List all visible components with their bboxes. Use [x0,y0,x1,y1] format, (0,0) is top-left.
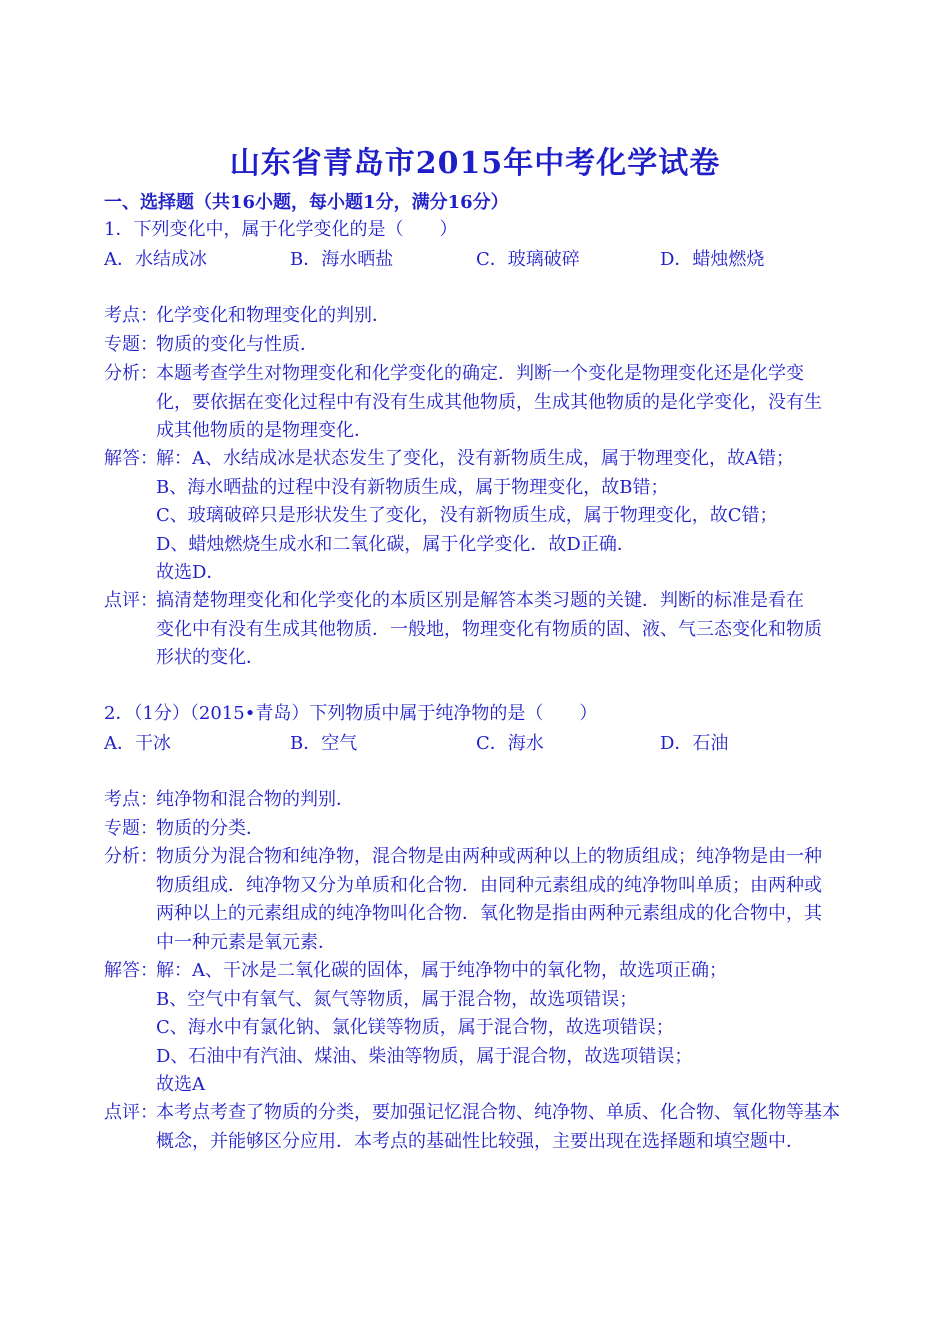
jieda-line: C、海水中有氯化钠、氯化镁等物质，属于混合物，故选项错误； [156,1017,674,1038]
zhuanti-label: 专题： [104,334,158,355]
question-2-option-d: D．石油 [660,733,729,754]
dianping-line: 变化中有没有生成其他物质．一般地，物理变化有物质的固、液、气三态变化和物质 [156,618,822,640]
question-1-dianping [104,587,850,673]
question-2-kaodian [104,786,850,815]
jieda-line: 故选A [156,1074,205,1095]
question-1-jieda [104,445,850,588]
jieda-line: B、海水晒盐的过程中没有新物质生成，属于物理变化，故B错； [156,476,669,498]
jieda-label: 解答： [104,960,158,981]
question-2-zhuanti [104,815,850,844]
question-1-option-d: D．蜡烛燃烧 [660,249,765,270]
kaodian-label: 考点： [104,789,158,810]
jieda-line: B、空气中有氧气、氮气等物质，属于混合物，故选项错误； [156,988,638,1010]
jieda-line: D、蜡烛燃烧生成水和二氧化碳，属于化学变化．故D正确． [156,533,635,555]
dianping-line: 本考点考查了物质的分类，要加强记忆混合物、纯净物、单质、化合物、氧化物等基本 [156,1102,840,1123]
question-2-dianping [104,1099,850,1156]
question-2-option-a: A．干冰 [104,733,171,754]
section-header: 一、选择题（共16小题，每小题1分，满分16分） [104,192,509,213]
jieda-line: 解：A、水结成冰是状态发生了变化，没有新物质生成，属于物理变化，故A错； [156,448,794,469]
question-2-option-c: C．海水 [476,733,544,754]
question-1-option-a: A．水结成冰 [104,249,207,270]
question-2-stem: 2．（1分）（2015•青岛）下列物质中属于纯净物的是（ ） [104,703,598,724]
dianping-line: 概念，并能够区分应用．本考点的基础性比较强，主要出现在选择题和填空题中． [156,1130,804,1152]
fenxi-line: 本题考查学生对物理变化和化学变化的确定．判断一个变化是物理变化还是化学变 [156,363,804,384]
question-1-option-c: C．玻璃破碎 [476,249,580,270]
page-title: 山东省青岛市2015年中考化学试卷 [229,146,721,181]
jieda-line: 解：A、干冰是二氧化碳的固体，属于纯净物中的氧化物，故选项正确； [156,960,727,981]
question-1-fenxi [104,360,850,446]
dianping-line: 搞清楚物理变化和化学变化的本质区别是解答本类习题的关键．判断的标准是看在 [156,590,804,611]
jieda-label: 解答： [104,448,158,469]
fenxi-line: 成其他物质的是物理变化． [156,420,372,441]
fenxi-line: 中一种元素是氧元素． [156,931,336,953]
question-2-fenxi [104,843,850,957]
question-1-zhuanti [104,331,850,360]
dianping-label: 点评： [104,590,158,611]
question-1-stem: 1．下列变化中，属于化学变化的是（ ） [104,219,458,240]
fenxi-line: 化，要依据在变化过程中有没有生成其他物质，生成其他物质的是化学变化，没有生 [156,391,822,413]
question-2-options [104,730,844,758]
question-2-option-b: B．空气 [290,733,358,754]
fenxi-line: 物质分为混合物和纯净物，混合物是由两种或两种以上的物质组成；纯净物是由一种 [156,846,822,867]
question-1-option-b: B．海水晒盐 [290,249,394,270]
dianping-line: 形状的变化． [156,647,264,668]
jieda-line: 故选D． [156,562,225,583]
dianping-label: 点评： [104,1102,158,1123]
kaodian-label: 考点： [104,305,158,326]
fenxi-label: 分析： [104,363,158,384]
fenxi-line: 两种以上的元素组成的纯净物叫化合物．氧化物是指由两种元素组成的化合物中，其 [156,903,822,924]
zhuanti-text: 物质的分类． [156,818,264,839]
jieda-line: C、玻璃破碎只是形状发生了变化，没有新物质生成，属于物理变化，故C错； [156,505,778,526]
jieda-line: D、石油中有汽油、煤油、柴油等物质，属于混合物，故选项错误； [156,1045,693,1067]
zhuanti-text: 物质的变化与性质． [156,334,318,355]
fenxi-line: 物质组成．纯净物又分为单质和化合物．由同种元素组成的纯净物叫单质；由两种或 [156,874,822,896]
kaodian-text: 化学变化和物理变化的判别． [156,305,390,326]
question-2-jieda [104,957,850,1100]
question-1-options [104,246,844,274]
zhuanti-label: 专题： [104,818,158,839]
kaodian-text: 纯净物和混合物的判别． [156,789,354,810]
question-1-kaodian [104,302,850,331]
fenxi-label: 分析： [104,846,158,867]
